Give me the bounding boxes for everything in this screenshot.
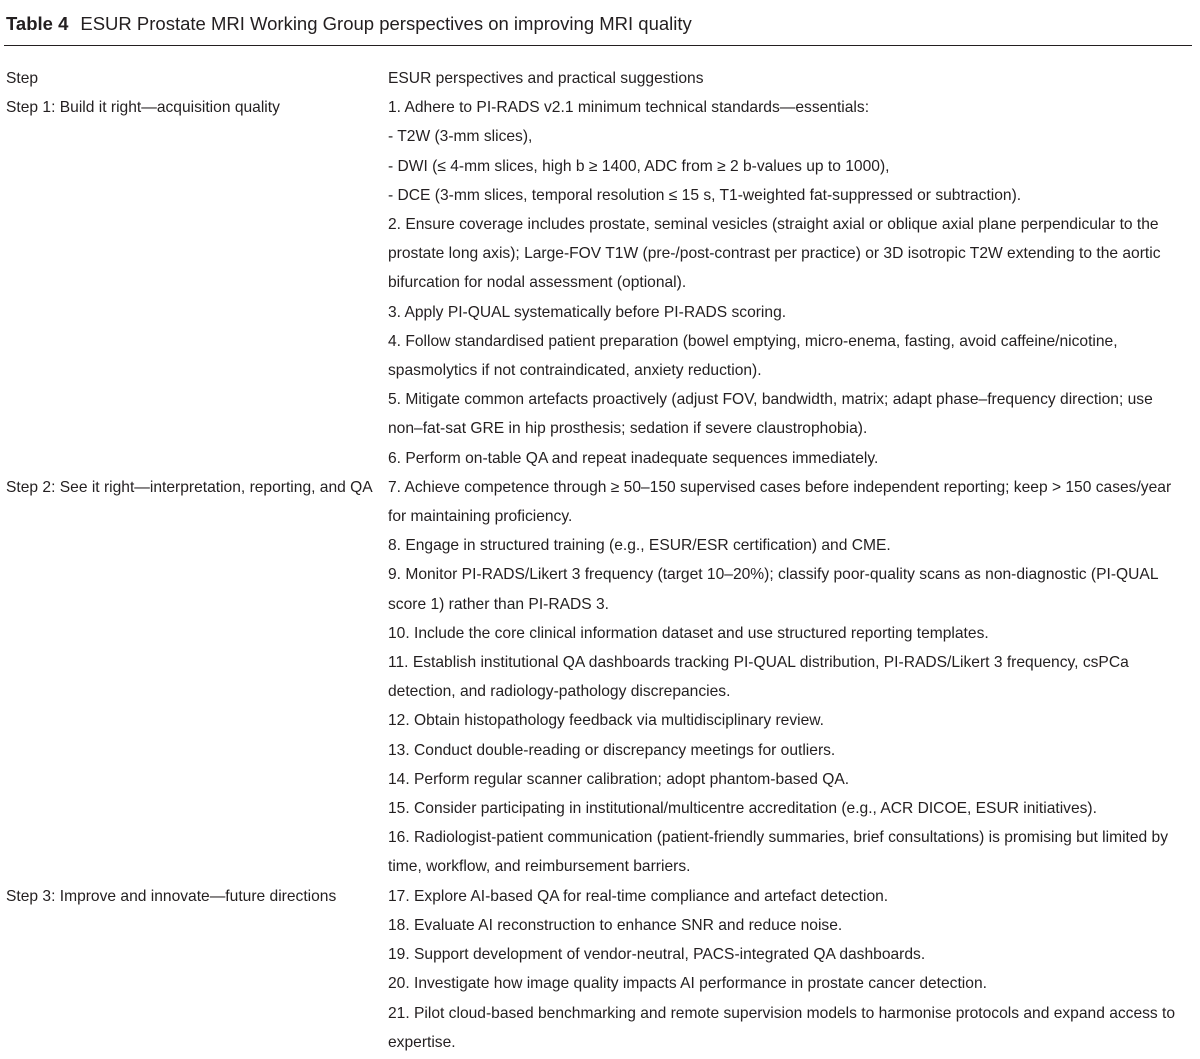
suggestion-item: 21. Pilot cloud-based benchmarking and remote supervision models to harmonise protocols and expand access to expertise. — [388, 1004, 1176, 1051]
suggestion-item: 10. Include the core clinical information dataset and use structured reporting templates. — [388, 624, 989, 642]
suggestions-cell — [388, 93, 1196, 473]
suggestion-item: 19. Support development of vendor-neutral, PACS-integrated QA dashboards. — [388, 946, 926, 964]
suggestion-item: 20. Investigate how image quality impacts AI performance in prostate cancer detection. — [388, 975, 987, 993]
suggestion-item: 1. Adhere to PI-RADS v2.1 minimum technical standards—essentials: — [388, 99, 870, 117]
suggestion-item: 5. Mitigate common artefacts proactively (adjust FOV, bandwidth, matrix; adapt phase–frequency direction; use non–fat-sat GRE in hip prosthesis; sedation if severe claustrophobia). — [388, 391, 1153, 438]
step-label: Step 3: Improve and innovate—future directions — [6, 887, 337, 905]
step-label: Step 1: Build it right—acquisition quality — [6, 99, 280, 117]
suggestion-item: 8. Engage in structured training (e.g., ESUR/ESR certification) and CME. — [388, 537, 891, 555]
suggestion-item: 4. Follow standardised patient preparation (bowel emptying, micro-enema, fasting, avoid caffeine/nicotine, spasmolytics if not contraindicated, anxiety reduction). — [388, 332, 1118, 380]
step-label: Step 2: See it right—interpretation, reporting, and QA — [6, 478, 373, 496]
suggestion-item: - DCE (3-mm slices, temporal resolution ≤ 15 s, T1-weighted fat-suppressed or subtraction). — [388, 186, 1022, 204]
suggestions-cell — [388, 473, 1196, 882]
table-caption-text: ESUR Prostate MRI Working Group perspectives on improving MRI quality — [80, 13, 692, 34]
suggestion-item: 12. Obtain histopathology feedback via multidisciplinary review. — [388, 712, 824, 730]
suggestion-item: 16. Radiologist-patient communication (patient-friendly summaries, brief consultations) is promising but limited by time, workflow, and reimbursement barriers. — [388, 829, 1169, 876]
header-step: Step — [6, 70, 39, 87]
suggestion-item: 14. Perform regular scanner calibration; adopt phantom-based QA. — [388, 770, 850, 788]
table-row-step-2 — [6, 473, 1196, 882]
suggestion-item: 9. Monitor PI-RADS/Likert 3 frequency (target 10–20%); classify poor-quality scans as non-diagnostic (PI-QUAL score 1) rather than PI-RADS 3. — [388, 566, 1158, 613]
perspectives-table — [6, 64, 1196, 1057]
suggestion-item: 11. Establish institutional QA dashboards tracking PI-QUAL distribution, PI-RADS/Likert 3 frequency, csPCa detection, and radiology-pathology discrepancies. — [388, 654, 1129, 701]
header-suggestions: ESUR perspectives and practical suggestions — [388, 70, 704, 87]
suggestion-item: 17. Explore AI-based QA for real-time compliance and artefact detection. — [388, 887, 889, 905]
table-caption — [6, 10, 692, 38]
suggestion-item: 6. Perform on-table QA and repeat inadequate sequences immediately. — [388, 449, 879, 467]
suggestion-item: 2. Ensure coverage includes prostate, seminal vesicles (straight axial or oblique axial plane perpendicular to the prostate long axis); Large-FOV T1W (pre-/post-contrast per practice) or 3D isotropic T2W extending to the aortic bifurcation for nodal assessment (optional). — [388, 216, 1161, 292]
suggestion-item: 15. Consider participating in institutional/multicentre accreditation (e.g., ACR DICOE, ESUR initiatives). — [388, 800, 1097, 818]
suggestion-item: 13. Conduct double-reading or discrepancy meetings for outliers. — [388, 741, 836, 759]
suggestion-item: 3. Apply PI-QUAL systematically before PI-RADS scoring. — [388, 303, 787, 321]
table-row-step-1 — [6, 93, 1196, 473]
suggestions-cell — [388, 882, 1196, 1057]
suggestion-item: - T2W (3-mm slices), — [388, 128, 533, 146]
suggestion-item: - DWI (≤ 4-mm slices, high b ≥ 1400, ADC from ≥ 2 b-values up to 1000), — [388, 157, 890, 175]
table-row-step-3 — [6, 882, 1196, 1057]
table-number: Table 4 — [6, 13, 69, 34]
caption-rule — [4, 45, 1192, 46]
suggestion-item: 18. Evaluate AI reconstruction to enhance SNR and reduce noise. — [388, 916, 843, 934]
table-header-row — [6, 64, 1196, 93]
suggestion-item: 7. Achieve competence through ≥ 50–150 supervised cases before independent reporting; keep > 150 cases/year for maintaining proficiency. — [388, 478, 1172, 526]
